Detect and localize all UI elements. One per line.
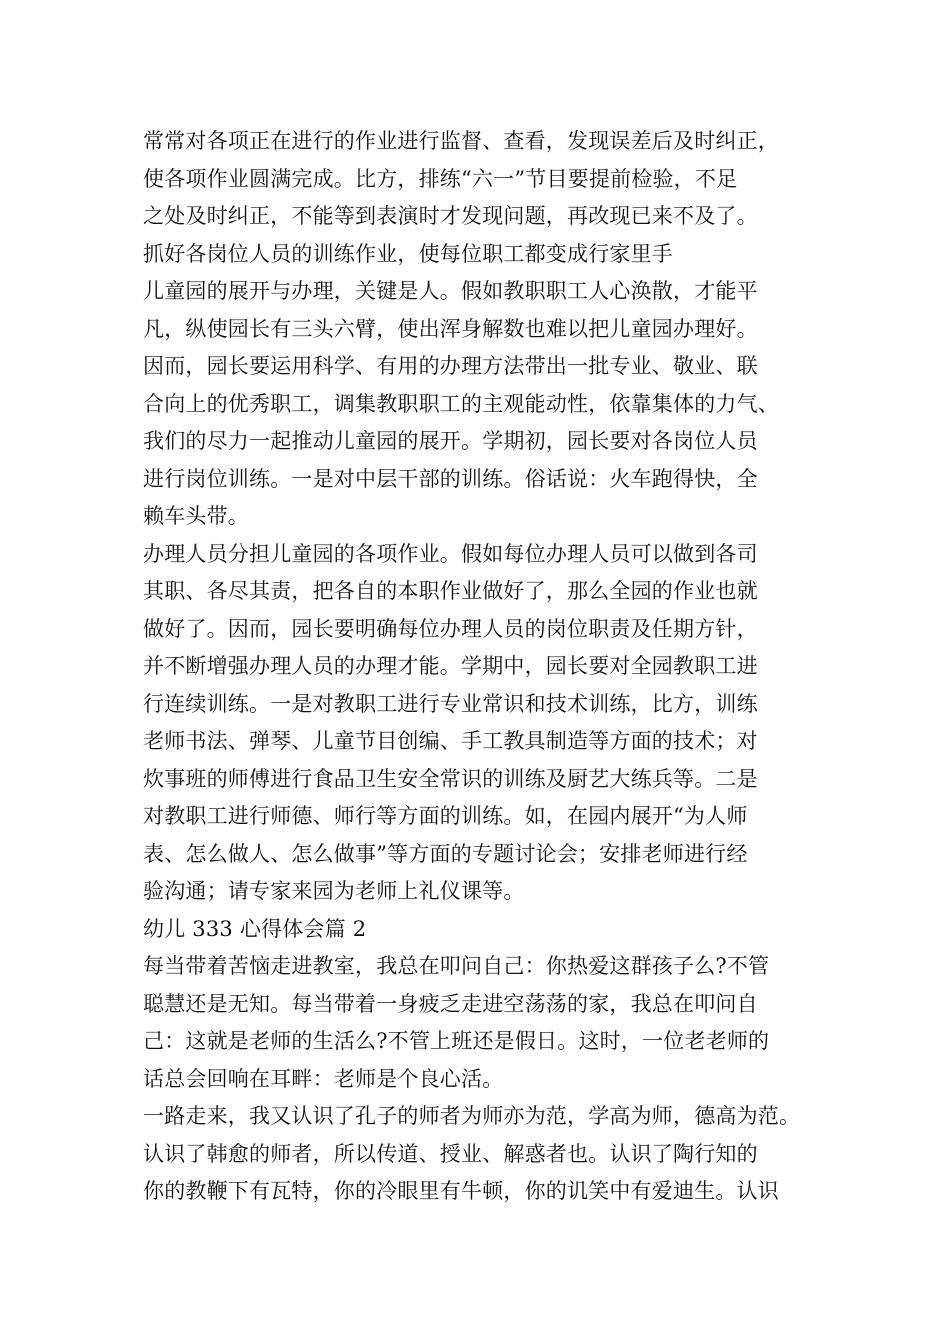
text-line: 赖车头带。 (143, 504, 249, 528)
text-line: 合向上的优秀职工，调集教职职工的主观能动性，依靠集体的力气、 (143, 391, 779, 416)
text-line: 做好了。因而，园长要明确每位办理人员的岗位职责及任期方针， (143, 616, 758, 641)
text-line: 因而，园长要运用科学、有用的办理方法带出一批专业、敬业、联 (143, 354, 758, 378)
text-line: 使各项作业圆满完成。比方，排练“六一”节目要提前检验，不足 (143, 166, 738, 191)
text-line: 一路走来，我又认识了孔子的师者为师亦为范，学高为师，德高为范。 (143, 1104, 801, 1128)
text-line: 儿童园的展开与办理，关键是人。假如教职职工人心涣散，才能平 (143, 279, 758, 303)
text-line: 你的教鞭下有瓦特，你的冷眼里有牛顿，你的讥笑中有爱迪生。认识 (143, 1179, 779, 1203)
document-body (143, 123, 833, 1211)
text-line: 之处及时纠正，不能等到表演时才发现问题，再改现已来不及了。 (143, 204, 758, 228)
text-line: 行连续训练。一是对教职工进行专业常识和技术训练，比方，训练 (143, 691, 758, 716)
text-line: 认识了韩愈的师者，所以传道、授业、解惑者也。认识了陶行知的 (143, 1141, 758, 1166)
text-line: 表、怎么做人、怎么做事”等方面的专题讨论会；安排老师进行经 (143, 841, 748, 866)
text-line: 办理人员分担儿童园的各项作业。假如每位办理人员可以做到各司 (143, 541, 758, 566)
text-line: 验沟通；请专家来园为老师上礼仪课等。 (143, 879, 525, 903)
section-heading: 抓好各岗位人员的训练作业，使每位职工都变成行家里手 (143, 241, 673, 266)
text-line: 聪慧还是无知。每当带着一身疲乏走进空荡荡的家，我总在叩问自 (143, 991, 758, 1016)
section-heading: 幼儿 333 心得体会篇 2 (143, 916, 367, 941)
text-line: 己：这就是老师的生活么?不管上班还是假日。这时，一位老老师的 (143, 1029, 770, 1053)
text-line: 进行岗位训练。一是对中层干部的训练。俗话说：火车跑得快，全 (143, 466, 758, 491)
text-line: 并不断增强办理人员的办理才能。学期中，园长要对全园教职工进 (143, 654, 758, 678)
text-line: 话总会回响在耳畔：老师是个良心活。 (143, 1066, 504, 1091)
text-line: 我们的尽力一起推动儿童园的展开。学期初，园长要对各岗位人员 (143, 429, 758, 453)
text-line: 老师书法、弹琴、儿童节目创编、手工教具制造等方面的技术；对 (143, 729, 758, 753)
text-line: 每当带着苦恼走进教室，我总在叩问自己：你热爱这群孩子么?不管 (143, 954, 770, 978)
text-line: 炊事班的师傅进行食品卫生安全常识的训练及厨艺大练兵等。二是 (143, 766, 758, 791)
text-line: 凡，纵使园长有三头六臂，使出浑身解数也难以把儿童园办理好。 (143, 316, 758, 341)
text-line: 常常对各项正在进行的作业进行监督、查看，发现误差后及时纠正， (143, 129, 779, 153)
text-line: 其职、各尽其责，把各自的本职作业做好了，那么全园的作业也就 (143, 579, 758, 603)
text-line: 对教职工进行师德、师行等方面的训练。如，在园内展开“为人师 (143, 804, 748, 828)
